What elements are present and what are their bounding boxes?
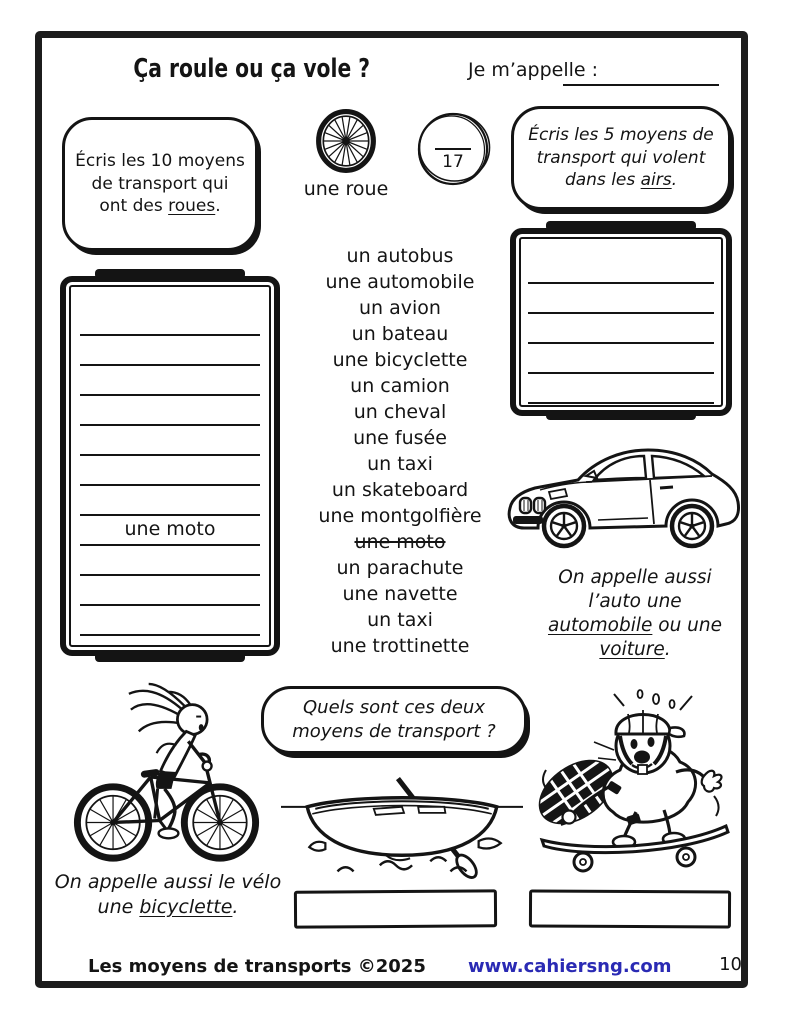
air-instruction-bubble	[511, 106, 731, 210]
wheels-instruction-text	[75, 150, 245, 217]
word-list-item: une automobile	[325, 271, 475, 293]
word-list-item: un taxi	[367, 609, 433, 631]
score-circle	[414, 111, 492, 187]
page-title	[100, 54, 400, 84]
answer-line[interactable]	[528, 372, 714, 374]
answer-line[interactable]	[80, 574, 260, 576]
word-list-item: une fusée	[353, 427, 447, 449]
rowboat-illustration	[281, 772, 523, 884]
word-list-item: un taxi	[367, 453, 433, 475]
score-blank-field[interactable]	[435, 148, 471, 150]
name-field[interactable]	[563, 60, 719, 86]
instruction-underlined-word: airs	[640, 170, 672, 191]
score-total: 17	[442, 152, 464, 172]
word-list-item: une bicyclette	[332, 349, 468, 371]
bike-note-text: .	[232, 895, 239, 918]
instruction-text-end: .	[215, 196, 221, 217]
instruction-text: Écris les 5 moyens de transport qui volent dans les	[528, 125, 714, 191]
answer-line[interactable]	[80, 514, 260, 516]
instruction-underlined-word: roues	[168, 196, 216, 217]
answer-line[interactable]	[80, 394, 260, 396]
two-transports-question: Quels sont ces deux moyens de transport ?	[292, 697, 496, 742]
word-list-item: un camion	[350, 375, 450, 397]
instruction-text-end: .	[671, 170, 678, 191]
answer-line[interactable]	[80, 424, 260, 426]
answer-line[interactable]	[80, 604, 260, 606]
word-list-item: un skateboard	[331, 479, 469, 501]
car-note	[537, 566, 733, 662]
answer-line[interactable]	[80, 334, 260, 336]
answer-line[interactable]	[80, 364, 260, 366]
name-label: Je m’appelle :	[468, 59, 599, 81]
word-list	[285, 243, 515, 659]
two-transports-bubble	[261, 686, 527, 754]
skateboard-answer-box[interactable]	[529, 889, 731, 928]
instruction-text: Écris les 10 moyens de transport qui ont des	[75, 151, 245, 217]
bike-note	[48, 870, 288, 919]
car-note-underlined: voiture	[599, 639, 665, 661]
word-list-item: une trottinette	[330, 635, 470, 657]
word-list-item: un avion	[359, 297, 441, 319]
bike-note-text: On appelle aussi le vélo une	[54, 871, 282, 918]
example-answer-moto: une moto	[124, 518, 216, 540]
word-list-item: une navette	[342, 583, 458, 605]
answer-line[interactable]	[80, 544, 260, 546]
page-title-text: Ça roule ou ça vole ?	[133, 54, 371, 84]
car-note-text: On appelle aussi l’auto une	[558, 567, 712, 613]
word-list-item: une moto	[354, 531, 446, 553]
website-link[interactable]: www.cahiersng.com	[468, 956, 672, 977]
wheel-caption: une roue	[303, 178, 389, 200]
footer-title: Les moyens de transports ©2025	[88, 956, 426, 977]
bike-note-underlined: bicyclette	[139, 895, 233, 918]
answer-line[interactable]	[528, 312, 714, 314]
boat-answer-box[interactable]	[294, 889, 497, 928]
word-list-item: un bateau	[351, 323, 449, 345]
page-number: 10	[719, 954, 742, 975]
car-note-text: ou une	[652, 615, 723, 637]
answer-line[interactable]	[528, 402, 714, 404]
air-instruction-text	[524, 124, 718, 191]
answer-line[interactable]	[80, 454, 260, 456]
word-list-item: un cheval	[353, 401, 447, 423]
answer-line[interactable]	[80, 634, 260, 636]
answer-line[interactable]	[528, 282, 714, 284]
answer-line[interactable]	[528, 342, 714, 344]
wheels-instruction-bubble	[62, 117, 258, 251]
wheel-illustration	[315, 109, 377, 173]
car-illustration	[500, 424, 748, 566]
car-note-underlined: automobile	[547, 615, 653, 637]
girl-bicycle-illustration	[64, 672, 270, 870]
word-list-item: un autobus	[346, 245, 454, 267]
car-note-text: .	[664, 639, 671, 661]
wheels-answer-pad	[60, 276, 280, 656]
air-answer-pad	[510, 228, 732, 416]
skateboarding-beaver-illustration	[527, 684, 741, 884]
answer-line[interactable]	[80, 484, 260, 486]
word-list-item: une montgolfière	[318, 505, 482, 527]
word-list-item: un parachute	[336, 557, 464, 579]
